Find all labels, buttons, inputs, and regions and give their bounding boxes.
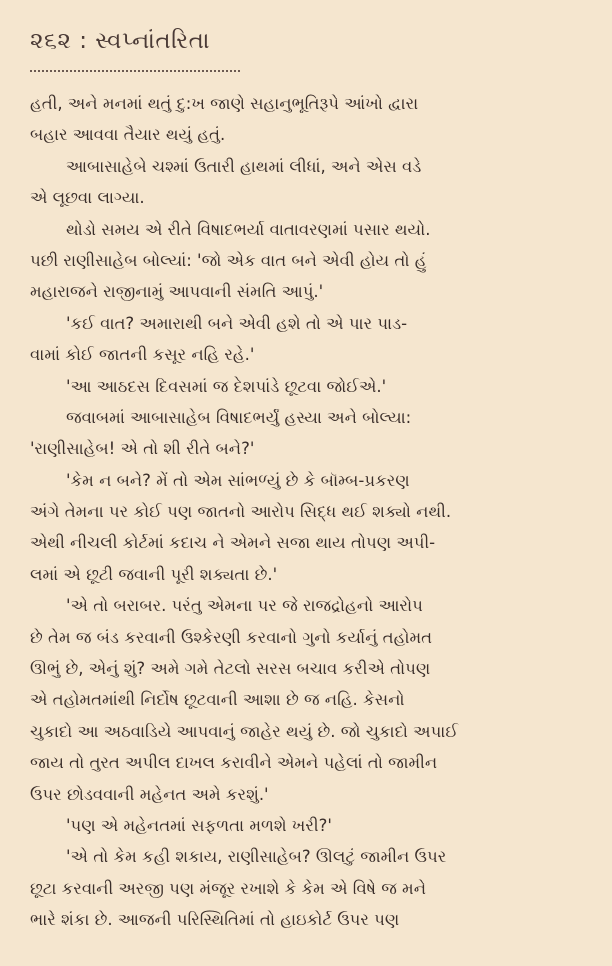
- text-line: લમાં એ છૂટી જવાની પૂરી શક્યતા છે.': [30, 564, 278, 584]
- text-line: હતી, અને મનમાં થતું દુ:ખ જાણે સહાનુભૂતિરૂપે આંખો દ્વારા: [30, 94, 419, 113]
- text-line: બહાર આવવા તૈયાર થયું હતું.: [30, 125, 226, 145]
- body-text: [30, 88, 585, 936]
- text-line: 'એ તો કેમ કહી શકાય, રાણીસાહેબ? ઊલટું જામીન ઉપર: [66, 847, 447, 867]
- text-line: એ લૂછવા લાગ્યા.: [30, 188, 145, 208]
- text-line: એથી નીચલી કોર્ટમાં કદાચ ને એમને સજા થાય તોપણ અપી-: [30, 533, 436, 553]
- text-line: 'રાણીસાહેબ! એ તો શી રીતે બને?': [30, 439, 255, 459]
- text-line: ભારે શંકા છે. આજની પરિસ્થિતિમાં તો હાઇકોર્ટ ઉપર પણ: [30, 910, 400, 930]
- text-line: 'પણ એ મહેનતમાં સફળતા મળશે ખરી?': [66, 815, 332, 835]
- text-line: વામાં કોઈ જાતની કસૂર નહિ રહે.': [30, 345, 255, 365]
- text-line: 'આ આઠદસ દિવસમાં જ દેશપાંડે છૂટવા જોઈએ.': [66, 376, 387, 396]
- text-line: ઉપર છોડવવાની મહેનત અમે કરશું.': [30, 784, 269, 804]
- text-line: જવાબમાં આબાસાહેબ વિષાદભર્યું હસ્યા અને બોલ્યા:: [66, 407, 412, 427]
- text-line: મહારાજને રાજીનામું આપવાની સંમતિ આપું.': [30, 282, 324, 302]
- text-line: છે તેમ જ બંડ કરવાની ઉશ્કેરણી કરવાનો ગુનો કર્યાનું તહોમત: [30, 627, 433, 647]
- text-line: 'કેમ ન બને? મેં તો એમ સાંભળ્યું છે કે બૉમ્બ-પ્રકરણ: [66, 470, 410, 490]
- header-underline: [30, 64, 240, 72]
- text-line: આબાસાહેબે ચશ્માં ઉતારી હાથમાં લીધાં, અને એસ વડે: [66, 156, 422, 176]
- text-line: છૂટા કરવાની અરજી પણ મંજૂર રખાશે કે કેમ એ વિષે જ મને: [30, 878, 426, 898]
- text-line: જાય તો તુરત અપીલ દાખલ કરાવીને એમને પહેલાં તો જામીન: [30, 753, 438, 773]
- page-header: [30, 28, 210, 54]
- text-line: ચુકાદો આ અઠવાડિયે આપવાનું જાહેર થયું છે. જો ચુકાદો અપાઈ: [30, 721, 459, 741]
- text-line: 'એ તો બરાબર. પરંતુ એમના પર જે રાજદ્રોહનો આરોપ: [66, 596, 423, 616]
- text-line: એ તહોમતમાંથી નિર્દોષ છૂટવાની આશા છે જ નહિ. કેસનો: [30, 690, 405, 710]
- text-line: ઊભું છે, એનું શું? અમે ગમે તેટલો સરસ બચાવ કરીએ તોપણ: [30, 659, 431, 679]
- text-line: પછી રાણીસાહેબ બોલ્યાં: 'જો એક વાત બને એવી હોય તો હું: [30, 250, 427, 270]
- page-number: ૨૬૨: [30, 28, 72, 54]
- running-title: સ્વપ્નાંતરિતા: [95, 28, 211, 54]
- text-line: થોડો સમય એ રીતે વિષાદભર્યા વાતાવરણમાં પસાર થયો.: [66, 219, 431, 239]
- text-line: 'કઈ વાત? અમારાથી બને એવી હશે તો એ પાર પાડ-: [66, 313, 408, 333]
- text-line: અંગે તેમના પર કોઈ પણ જાતનો આરોપ સિદ્ધ થઈ શક્યો નથી.: [30, 502, 452, 522]
- header-separator: :: [79, 28, 88, 54]
